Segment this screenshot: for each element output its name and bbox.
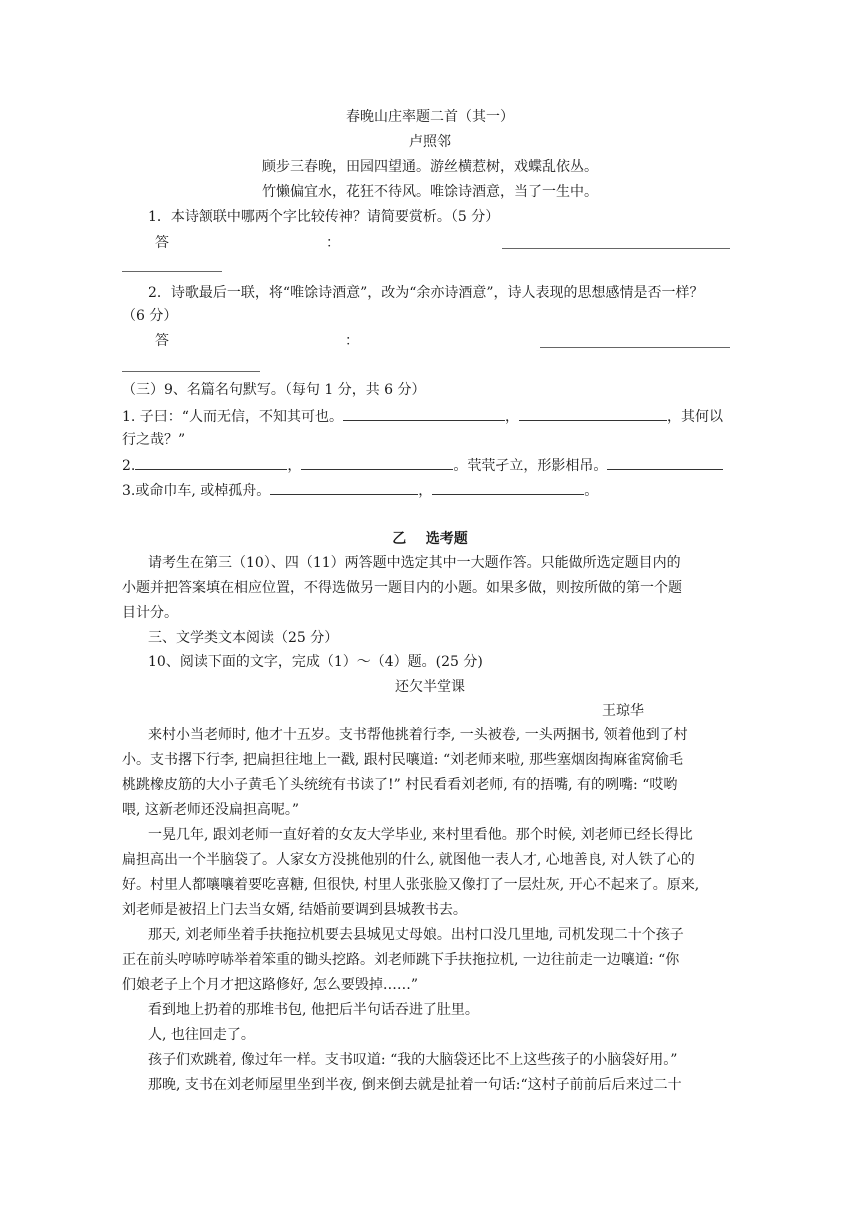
comma: ， bbox=[418, 483, 433, 499]
blank-3b[interactable] bbox=[432, 480, 584, 495]
story-line: 桃跳橡皮筋的大小子黄毛丫头统统有书读了!” 村民看看刘老师, 有的捂嘴, 有的咧嘴: “哎哟 bbox=[122, 777, 678, 793]
recitation-item-3-text: 3.或命巾车, 或棹孤舟。 bbox=[122, 483, 271, 499]
blank-2c[interactable] bbox=[607, 455, 723, 470]
story-line: 看到地上扔着的那堆书包, 他把后半句话吞进了肚里。 bbox=[148, 1002, 479, 1018]
section-literature: 三、文学类文本阅读（25 分） bbox=[148, 630, 339, 646]
blank-1b[interactable] bbox=[519, 406, 667, 421]
instruction-line-1: 请考生在第三（10）、四（11）两答题中选定其中一大题作答。只能做所选定题目内的 bbox=[148, 555, 681, 571]
story-line: 来村小当老师时, 他才十五岁。支书帮他挑着行李, 一头被卷, 一头两捆书, 领着他到了村 bbox=[148, 727, 688, 743]
story-line: 们娘老子上个月才把这路修好, 怎么要毁掉……” bbox=[122, 977, 419, 993]
blank-1a[interactable] bbox=[343, 406, 505, 421]
answer-label-1: 答 bbox=[155, 235, 169, 251]
question-10: 10、阅读下面的文字，完成（1）～（4）题。(25 分) bbox=[148, 654, 483, 670]
answer-line-1[interactable] bbox=[502, 248, 730, 249]
story-line: 扁担高出一个半脑袋了。人家女方没挑他别的什么, 就图他一表人才, 心地善良, 对人铁了心的 bbox=[122, 852, 695, 868]
question-1: 1．本诗颔联中哪两个字比较传神？请简要赏析。（5 分） bbox=[148, 209, 500, 225]
story-line: 正在前头哼哧哼哧举着笨重的锄头挖路。刘老师跳下手扶拖拉机, 一边往前走一边嚷道: “你 bbox=[122, 952, 680, 968]
section-3-heading: （三）9、名篇名句默写。（每句 1 分，共 6 分） bbox=[122, 382, 426, 398]
comma: ， bbox=[287, 458, 302, 474]
story-line: 一晃几年, 跟刘老师一直好着的女友大学毕业, 来村里看他。那个时候, 刘老师已经长得比 bbox=[148, 827, 693, 843]
comma: ， bbox=[504, 409, 519, 425]
answer-line-2-cont[interactable] bbox=[122, 371, 260, 372]
answer-label-2: 答 bbox=[155, 333, 169, 349]
recitation-item-1-cont: 行之哉？” bbox=[122, 432, 186, 448]
blank-2a[interactable] bbox=[135, 455, 287, 470]
story-line: 那天, 刘老师坐着手扶拖拉机要去县城见丈母娘。出村口没几里地, 司机发现二十个孩子 bbox=[148, 927, 684, 943]
question-2: 2．诗歌最后一联，将“唯馀诗酒意”，改为“余亦诗酒意”，诗人表现的思想感情是否一样？ bbox=[148, 285, 704, 301]
story-line: 刘老师是被招上门去当女婿, 结婚前要调到县城教书去。 bbox=[122, 902, 467, 918]
instruction-line-3: 目计分。 bbox=[122, 605, 178, 621]
recitation-item-1 bbox=[122, 406, 723, 427]
recitation-item-2 bbox=[122, 455, 723, 476]
answer-line-2[interactable] bbox=[540, 347, 730, 348]
period: 。 bbox=[584, 483, 599, 499]
recitation-item-1-tail: ，其何以 bbox=[666, 409, 723, 425]
story-line: 那晚, 支书在刘老师屋里坐到半夜, 倒来倒去就是扯着一句话:“这村子前前后后来过二十 bbox=[148, 1077, 682, 1093]
answer-line-1-cont[interactable] bbox=[122, 271, 222, 272]
recitation-item-1-text: 1. 子曰：“人而无信，不知其可也。 bbox=[122, 409, 343, 425]
story-line: 小。支书撂下行李, 把扁担往地上一戳, 跟村民嚷道: “刘老师来啦, 那些塞烟囱掏麻雀窝偷毛 bbox=[122, 752, 684, 768]
instruction-line-2: 小题并把答案填在相应位置，不得选做另一题目内的小题。如果多做，则按所做的第一个题 bbox=[122, 580, 682, 596]
story-title: 还欠半堂课 bbox=[395, 679, 465, 695]
blank-2b[interactable] bbox=[301, 455, 453, 470]
part-b-heading: 乙 选考题 bbox=[392, 531, 468, 547]
answer-colon-2: ： bbox=[345, 333, 359, 349]
recitation-item-2-text: 。茕茕孑立，形影相吊。 bbox=[453, 458, 608, 474]
story-line: 孩子们欢跳着, 像过年一样。支书叹道: “我的大脑袋还比不上这些孩子的小脑袋好用。” bbox=[148, 1052, 678, 1068]
answer-colon-1: ： bbox=[326, 235, 340, 251]
blank-3a[interactable] bbox=[270, 480, 418, 495]
recitation-item-3 bbox=[122, 480, 598, 501]
recitation-item-2-num: 2. bbox=[122, 458, 136, 474]
poem-author: 卢照邻 bbox=[409, 134, 451, 150]
poem-line-2: 竹懒偏宜水，花狂不待风。唯馀诗酒意，当了一生中。 bbox=[262, 184, 598, 200]
story-line: 人, 也往回走了。 bbox=[148, 1027, 255, 1043]
question-2-score: （6 分） bbox=[122, 308, 178, 324]
poem-title: 春晚山庄率题二首（其一） bbox=[346, 109, 514, 125]
story-line: 喂, 这新老师还没扁担高呢。” bbox=[122, 802, 300, 818]
poem-line-1: 顾步三春晚，田园四望通。游丝横惹树，戏蝶乱依丛。 bbox=[262, 159, 598, 175]
story-line: 好。村里人都嚷嚷着要吃喜糖, 但很快, 村里人张张脸又像打了一层灶灰, 开心不起来了。原来, bbox=[122, 877, 700, 893]
story-author: 王琼华 bbox=[602, 703, 644, 719]
